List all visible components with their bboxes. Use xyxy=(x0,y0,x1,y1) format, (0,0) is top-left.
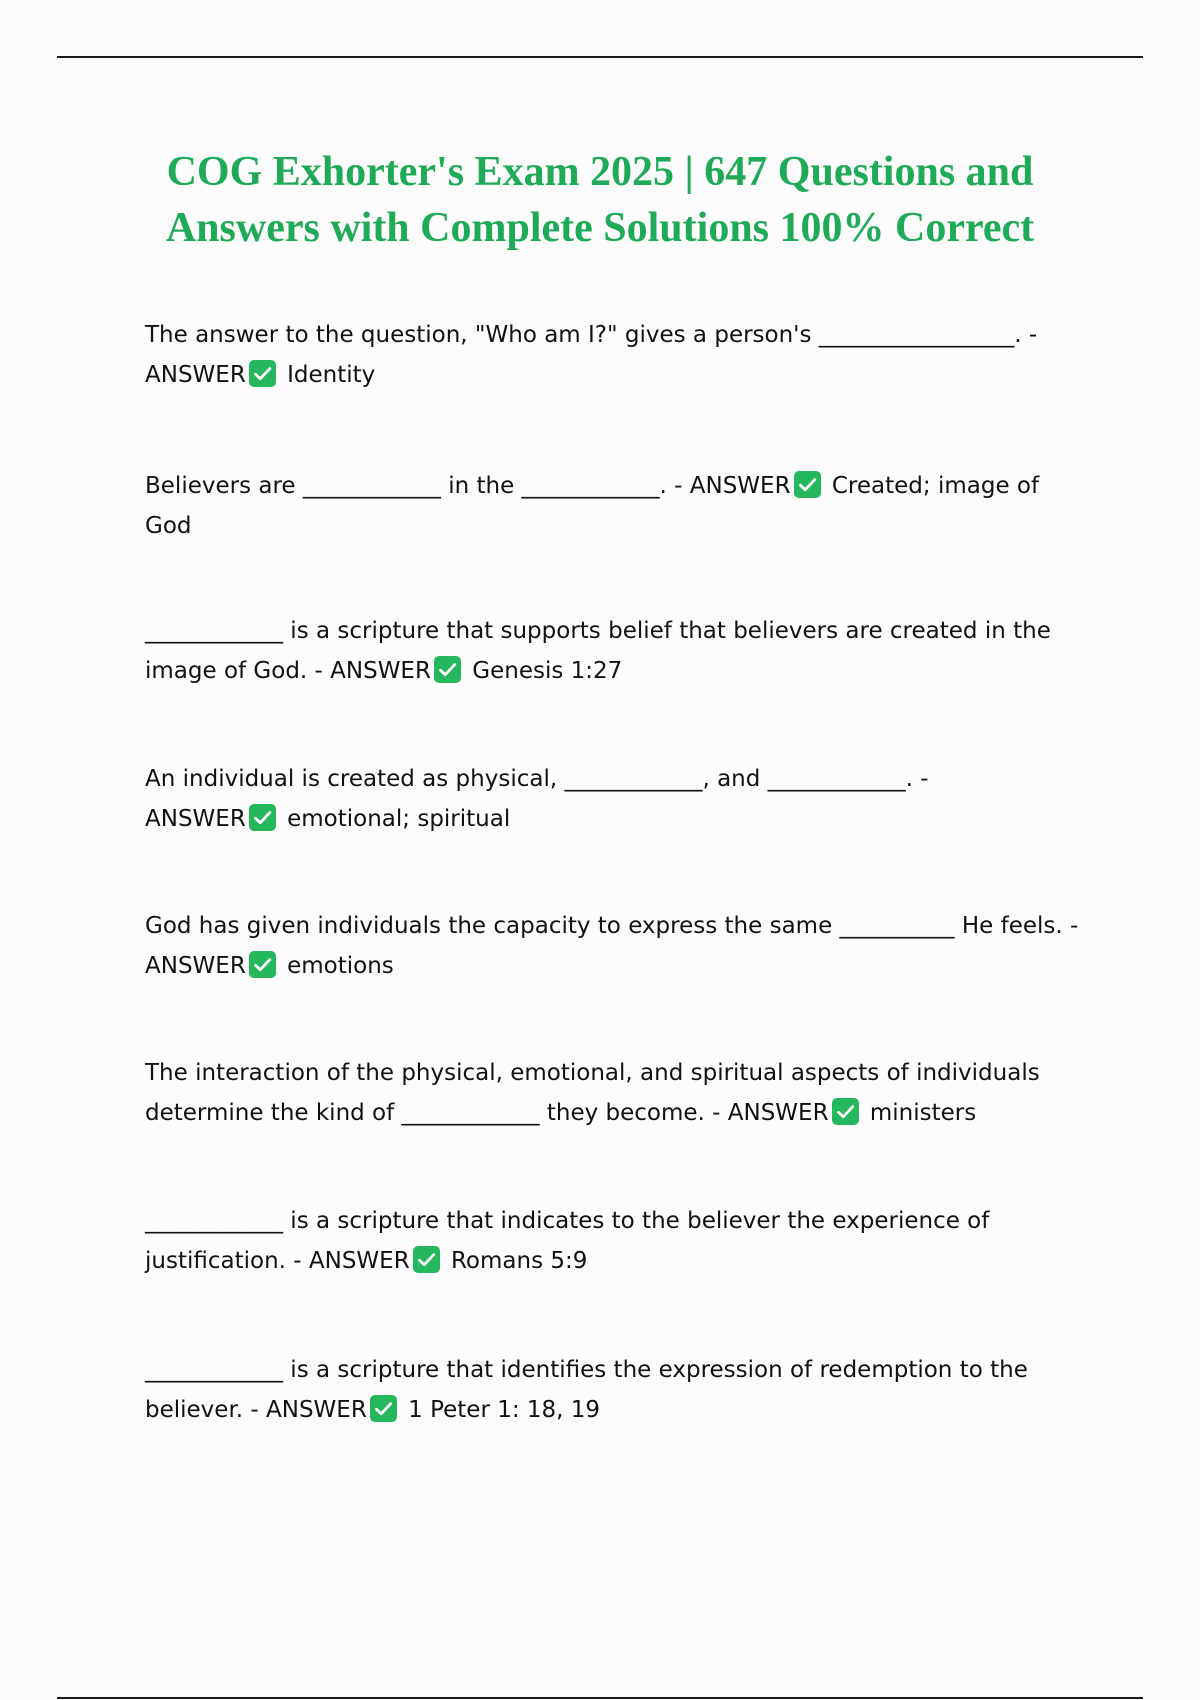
question-text: Believers are ____________ in the ____________. - ANSWER xyxy=(145,473,791,499)
answer-label: ANSWER xyxy=(145,362,246,388)
question-text: An individual is created as physical, ____________, and ____________. - xyxy=(145,766,929,792)
checkmark-icon xyxy=(434,656,461,683)
answer-text: ministers xyxy=(869,1100,977,1126)
checkmark-icon xyxy=(249,804,276,831)
answer-text-continued: God xyxy=(145,513,192,539)
checkmark-icon xyxy=(249,360,276,387)
answer-text: Genesis 1:27 xyxy=(472,658,623,684)
qa-item xyxy=(145,315,1085,395)
answer-label: determine the kind of ____________ they become. - ANSWER xyxy=(145,1100,829,1126)
top-rule xyxy=(57,56,1143,58)
question-text: ____________ is a scripture that indicates to the believer the experience of xyxy=(145,1208,990,1234)
qa-item xyxy=(145,1053,1085,1133)
title-line: Answers with Complete Solutions 100% Correct xyxy=(165,205,1035,251)
answer-label: image of God. - ANSWER xyxy=(145,658,431,684)
answer-text: Identity xyxy=(287,362,376,388)
checkmark-icon xyxy=(413,1246,440,1273)
answer-label: ANSWER xyxy=(145,953,246,979)
qa-item xyxy=(145,1350,1085,1430)
answer-text: emotions xyxy=(287,953,394,979)
answer-text: emotional; spiritual xyxy=(287,806,511,832)
question-text: The interaction of the physical, emotional, and spiritual aspects of individuals xyxy=(145,1060,1040,1086)
answer-label: ANSWER xyxy=(145,806,246,832)
answer-label: justification. - ANSWER xyxy=(145,1248,410,1274)
question-text: ____________ is a scripture that supports belief that believers are created in the xyxy=(145,618,1051,644)
question-text: God has given individuals the capacity to express the same __________ He feels. - xyxy=(145,913,1079,939)
checkmark-icon xyxy=(370,1395,397,1422)
bottom-rule xyxy=(57,1697,1143,1699)
question-text: ____________ is a scripture that identifies the expression of redemption to the xyxy=(145,1357,1028,1383)
answer-label: believer. - ANSWER xyxy=(145,1397,367,1423)
document-title xyxy=(120,144,1080,256)
qa-item xyxy=(145,906,1085,986)
checkmark-icon xyxy=(794,471,821,498)
question-text: The answer to the question, "Who am I?" gives a person's _________________. - xyxy=(145,322,1038,348)
qa-item xyxy=(145,611,1085,691)
answer-text: 1 Peter 1: 18, 19 xyxy=(408,1397,601,1423)
answer-text: Romans 5:9 xyxy=(450,1248,588,1274)
checkmark-icon xyxy=(249,951,276,978)
qa-item xyxy=(145,466,1085,546)
title-line: COG Exhorter's Exam 2025 | 647 Questions and xyxy=(166,149,1034,195)
answer-text: Created; image of xyxy=(831,473,1040,499)
qa-item xyxy=(145,759,1085,839)
qa-item xyxy=(145,1201,1085,1281)
checkmark-icon xyxy=(832,1098,859,1125)
